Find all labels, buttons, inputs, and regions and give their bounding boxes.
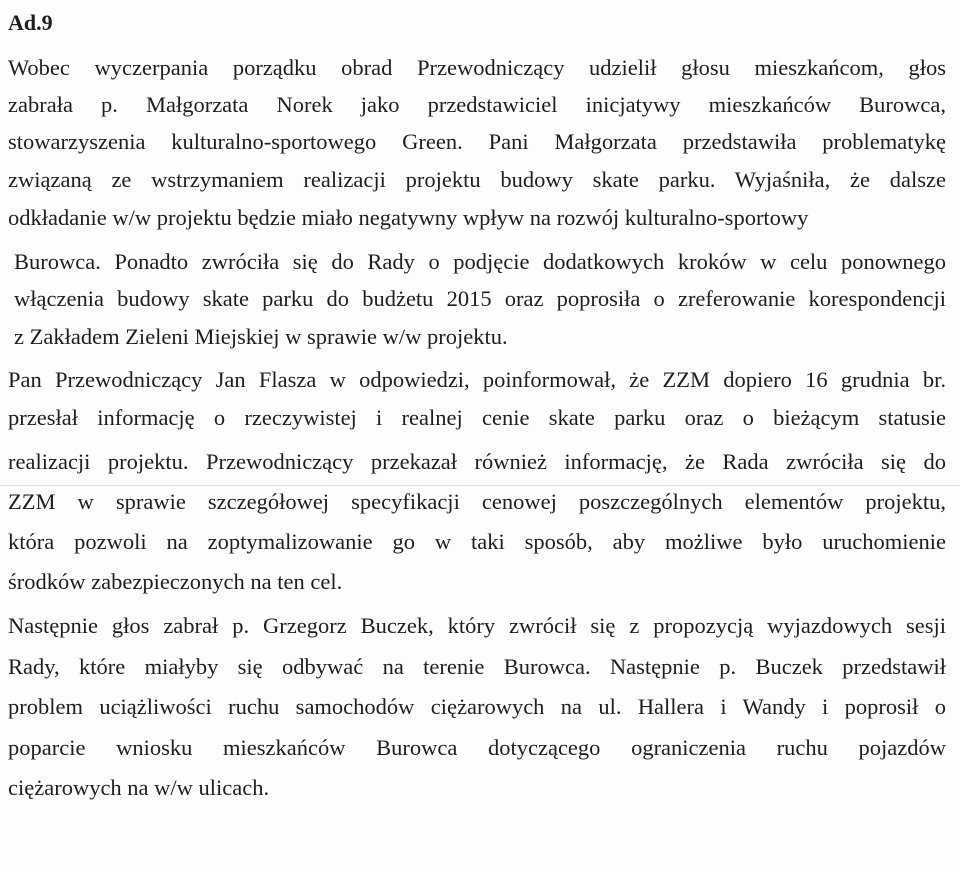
- text-line: związaną ze wstrzymaniem realizacji projektu budowy skate parku. Wyjaśniła, że dalsze: [8, 167, 946, 192]
- text-line: przesłał informację o rzeczywistej i realnej cenie skate parku oraz o bieżącym statusie: [8, 405, 946, 430]
- section-heading: Ad.9: [8, 10, 53, 35]
- text-line: Pan Przewodniczący Jan Flasza w odpowiedzi, poinformował, że ZZM dopiero 16 grudnia br.: [8, 367, 946, 392]
- text-line: stowarzyszenia kulturalno-sportowego Green. Pani Małgorzata przedstawiła problematykę: [8, 129, 946, 154]
- text-line: problem uciążliwości ruchu samochodów ciężarowych na ul. Hallera i Wandy i poprosił o: [8, 694, 946, 719]
- text-line: ZZM w sprawie szczegółowej specyfikacji cenowej poszczególnych elementów projektu,: [8, 489, 946, 514]
- text-line: ciężarowych na w/w ulicach.: [8, 775, 270, 800]
- text-line: zabrała p. Małgorzata Norek jako przedstawiciel inicjatywy mieszkańców Burowca,: [8, 92, 946, 117]
- text-line: Następnie głos zabrał p. Grzegorz Buczek, który zwrócił się z propozycją wyjazdowych sesji: [8, 613, 946, 638]
- text-line: poparcie wniosku mieszkańców Burowca dotyczącego ograniczenia ruchu pojazdów: [8, 735, 946, 760]
- text-line: realizacji projektu. Przewodniczący przekazał również informację, że Rada zwróciła się do: [8, 449, 946, 474]
- divider-line: [0, 485, 960, 486]
- text-line: włączenia budowy skate parku do budżetu 2015 oraz poprosiła o zreferowanie korespondencji: [14, 286, 946, 311]
- text-line: z Zakładem Zieleni Miejskiej w sprawie w/w projektu.: [14, 324, 508, 349]
- text-line: Wobec wyczerpania porządku obrad Przewodniczący udzielił głosu mieszkańcom, głos: [8, 55, 946, 80]
- text-line: Burowca. Ponadto zwróciła się do Rady o podjęcie dodatkowych kroków w celu ponownego: [14, 249, 946, 274]
- text-line: Rady, które miałyby się odbywać na terenie Burowca. Następnie p. Buczek przedstawił: [8, 654, 946, 679]
- text-line: odkładanie w/w projektu będzie miało negatywny wpływ na rozwój kulturalno-sportowy: [8, 205, 809, 230]
- text-line: która pozwoli na zoptymalizowanie go w taki sposób, aby możliwe było uruchomienie: [8, 529, 946, 554]
- text-line: środków zabezpieczonych na ten cel.: [8, 569, 343, 594]
